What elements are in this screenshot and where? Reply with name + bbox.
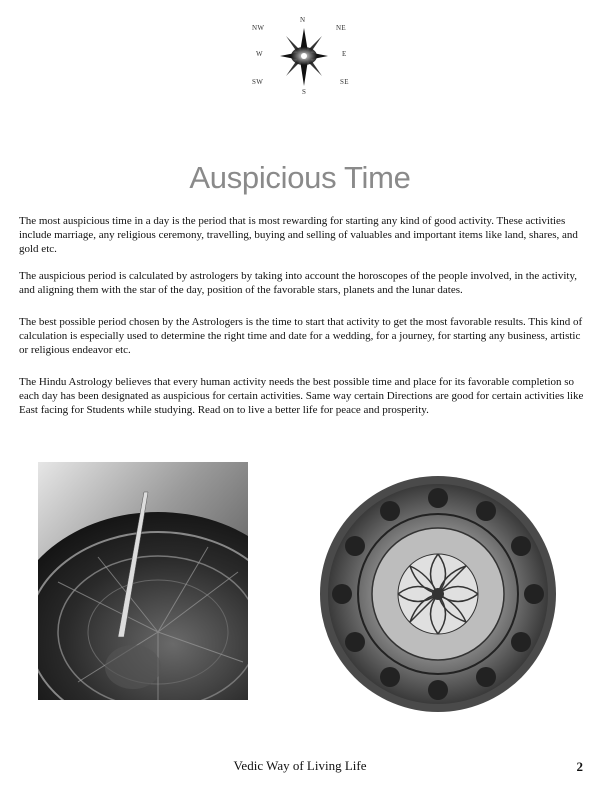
compass-label-se: SE <box>340 78 349 86</box>
paragraph-3: The best possible period chosen by the Astrologers is the time to start that activity to get the most favorable results. This kind of calculation is especially used to determine the right time and date for a wedding, for a journey, for starting any business, artistic or religious endeavor etc. <box>19 316 583 356</box>
sundial-photo <box>38 462 248 700</box>
paragraph-1: The most auspicious time in a day is the period that is most rewarding for starting any kind of good activity. These activities include marriage, any religious ceremony, travelling, buying and selling of valuables and important items like land, shares, and gold etc. <box>19 215 578 255</box>
compass-label-e: E <box>342 50 347 58</box>
paragraph-4: The Hindu Astrology believes that every human activity needs the best possible time and place for its favorable completion so each day has been designated as auspicious for certain activities. Same way certain Directions are good for certain activities like East facing for Students while studying. Read on to live a better life for peace and prosperity. <box>19 376 584 416</box>
compass-label-n: N <box>300 16 306 24</box>
zodiac-wheel-illustration <box>318 474 558 714</box>
page-title: Auspicious Time <box>189 160 411 195</box>
compass-star-icon <box>278 26 330 88</box>
compass-label-sw: SW <box>252 78 264 86</box>
compass-rose <box>244 12 360 100</box>
footer-book-title: Vedic Way of Living Life <box>233 758 367 773</box>
compass-label-ne: NE <box>336 24 346 32</box>
compass-label-s: S <box>302 88 307 96</box>
paragraph-2: The auspicious period is calculated by astrologers by taking into account the horoscopes of the people involved, in the activity, and aligning them with the star of the day, position of the favorable stars, planets and the lunar dates. <box>19 270 577 296</box>
compass-label-nw: NW <box>252 24 265 32</box>
compass-label-w: W <box>256 50 263 58</box>
page-number: 2 <box>576 759 583 774</box>
